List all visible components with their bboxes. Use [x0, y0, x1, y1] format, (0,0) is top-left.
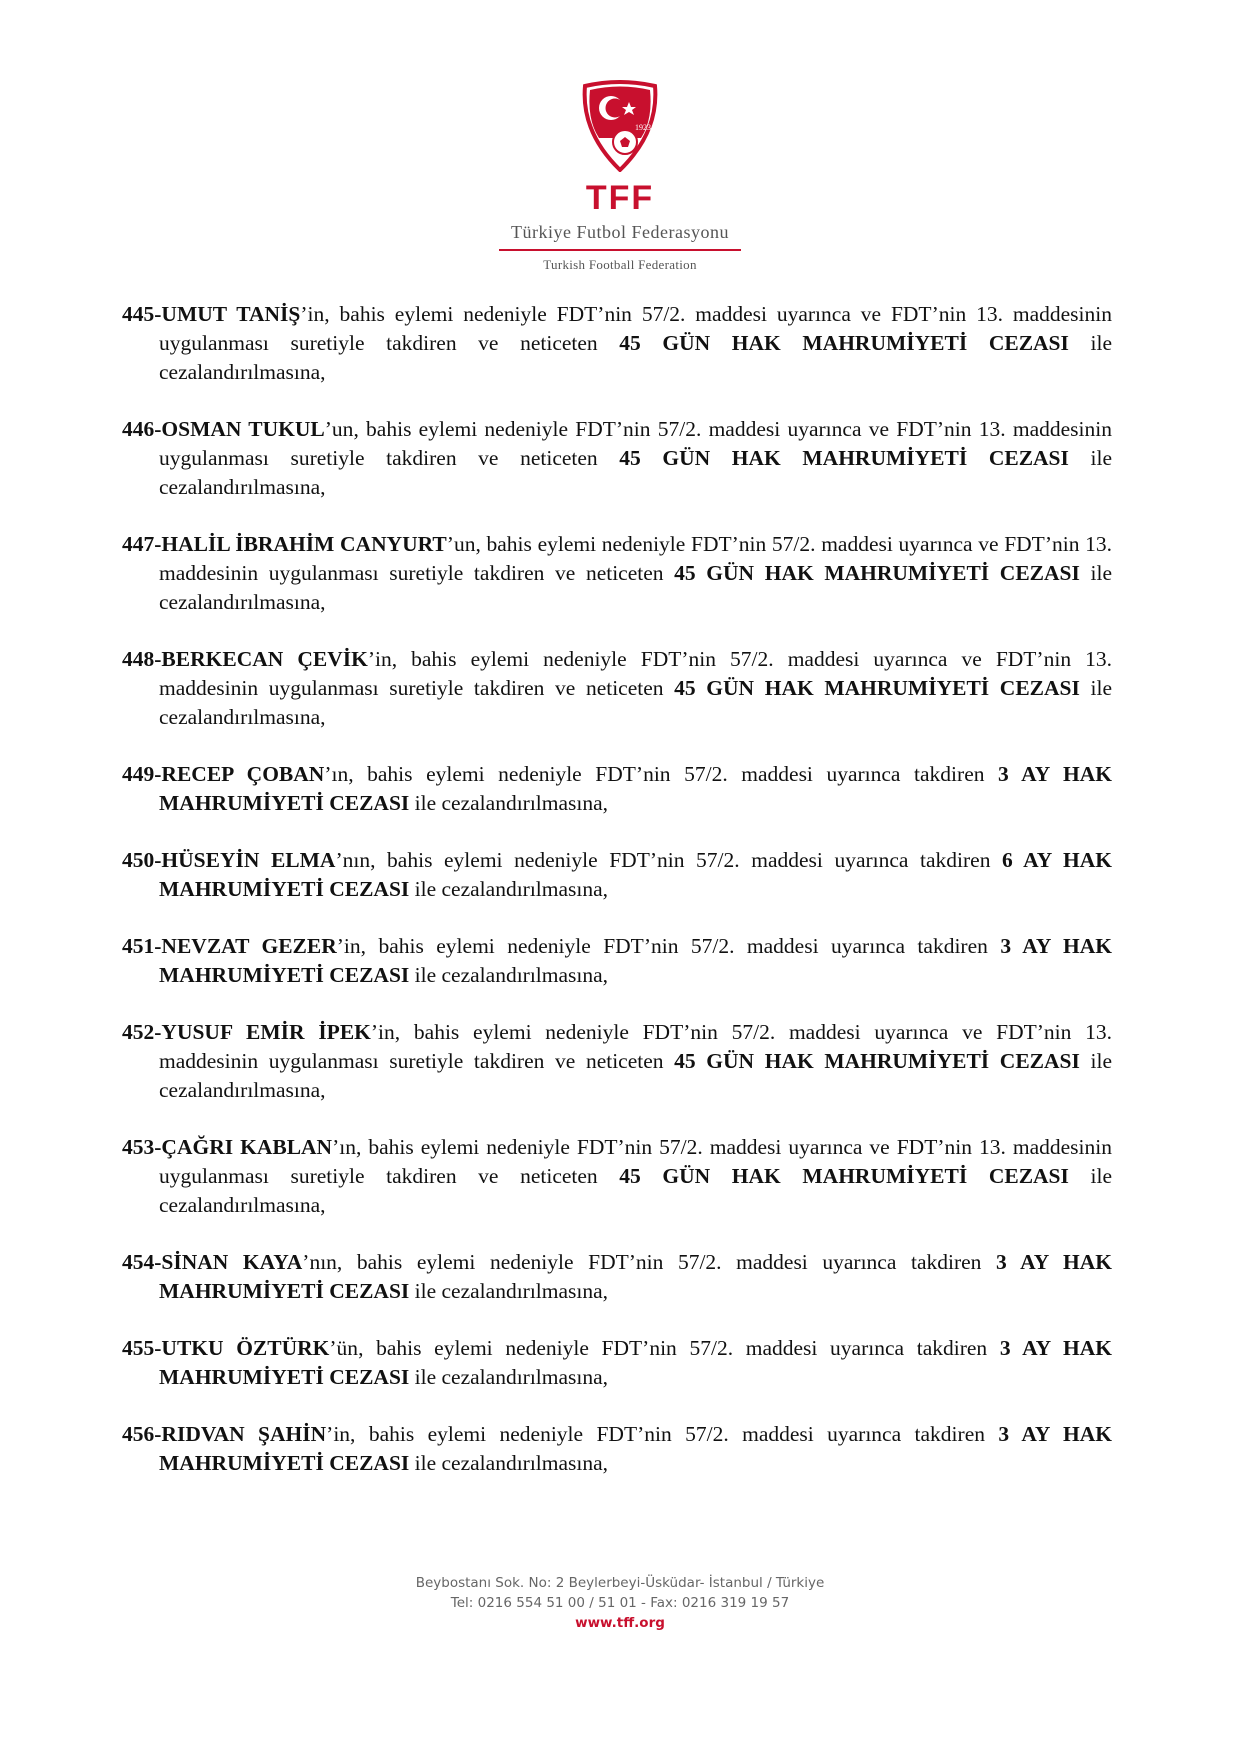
decision-entry — [122, 530, 1112, 617]
entry-number: 455- — [122, 1336, 162, 1360]
decision-text: , bahis eylemi nedeniyle FDT’nin 57/2. maddesi uyarınca takdiren — [358, 1336, 1000, 1360]
decision-entry — [122, 846, 1112, 904]
name-suffix: ’un — [446, 532, 476, 556]
penalty-text: 3 AY HAK MAHRUMİYETİ CEZASI — [159, 762, 1112, 815]
penalty-text: 45 GÜN HAK MAHRUMİYETİ CEZASI — [674, 1049, 1080, 1073]
person-name: NEVZAT GEZER — [161, 934, 337, 958]
decision-end: ile cezalandırılmasına, — [159, 561, 1112, 614]
person-name: RECEP ÇOBAN — [161, 762, 325, 786]
decision-entry — [122, 645, 1112, 732]
footer-address: Beybostanı Sok. No: 2 Beylerbeyi-Üsküdar- İstanbul / Türkiye — [415, 1575, 825, 1591]
decision-list — [122, 300, 1112, 1506]
footer — [0, 1573, 1240, 1633]
decision-text: , bahis eylemi nedeniyle FDT’nin 57/2. maddesi uyarınca takdiren — [348, 762, 999, 786]
name-suffix: ’nın — [302, 1250, 337, 1274]
decision-entry — [122, 300, 1112, 387]
decision-text: , bahis eylemi nedeniyle FDT’nin 57/2. maddesi uyarınca ve FDT’nin 13. maddesinin uygulanması suretiyle takdiren ve neticeten — [159, 302, 1112, 355]
decision-end: ile cezalandırılmasına, — [159, 446, 1112, 499]
brand-name: TFF — [585, 179, 655, 217]
decision-text: , bahis eylemi nedeniyle FDT’nin 57/2. maddesi uyarınca ve FDT’nin 13. maddesinin uygulanması suretiyle takdiren ve neticeten — [159, 1020, 1113, 1073]
name-suffix: ’un — [324, 417, 354, 441]
decision-text: , bahis eylemi nedeniyle FDT’nin 57/2. maddesi uyarınca takdiren — [350, 1422, 999, 1446]
decision-end: ile cezalandırılmasına, — [159, 1164, 1112, 1217]
header-divider — [499, 249, 741, 251]
penalty-text: 45 GÜN HAK MAHRUMİYETİ CEZASI — [619, 1164, 1069, 1188]
decision-entry — [122, 932, 1112, 990]
entry-number: 453- — [122, 1135, 162, 1159]
person-name: YUSUF EMİR İPEK — [161, 1020, 371, 1044]
decision-end: ile cezalandırılmasına, — [409, 877, 609, 901]
person-name: HALİL İBRAHİM CANYURT — [161, 532, 447, 556]
name-suffix: ’ın — [324, 762, 349, 786]
entry-number: 456- — [122, 1422, 162, 1446]
penalty-text: 45 GÜN HAK MAHRUMİYETİ CEZASI — [619, 331, 1069, 355]
decision-text: , bahis eylemi nedeniyle FDT’nin 57/2. maddesi uyarınca ve FDT’nin 13. maddesinin uygulanması suretiyle takdiren ve neticeten — [159, 417, 1112, 470]
decision-text: , bahis eylemi nedeniyle FDT’nin 57/2. maddesi uyarınca takdiren — [360, 934, 1001, 958]
decision-end: ile cezalandırılmasına, — [159, 331, 1112, 384]
penalty-text: 3 AY HAK MAHRUMİYETİ CEZASI — [159, 1250, 1112, 1303]
person-name: UTKU ÖZTÜRK — [161, 1336, 330, 1360]
entry-number: 451- — [122, 934, 162, 958]
entry-number: 450- — [122, 848, 162, 872]
name-suffix: ’in — [326, 1422, 351, 1446]
tff-crest-logo — [579, 80, 661, 172]
decision-text: , bahis eylemi nedeniyle FDT’nin 57/2. maddesi uyarınca takdiren — [336, 1250, 996, 1274]
letterhead — [0, 80, 1240, 273]
decision-entry — [122, 415, 1112, 502]
decision-text: , bahis eylemi nedeniyle FDT’nin 57/2. maddesi uyarınca takdiren — [370, 848, 1003, 872]
penalty-text: 6 AY HAK MAHRUMİYETİ CEZASI — [159, 848, 1113, 901]
person-name: UMUT TANİŞ — [161, 302, 301, 326]
decision-entry — [122, 1133, 1112, 1220]
entry-number: 447- — [122, 532, 162, 556]
decision-entry — [122, 1420, 1112, 1478]
name-suffix: ’in — [300, 302, 325, 326]
penalty-text: 3 AY HAK MAHRUMİYETİ CEZASI — [159, 1336, 1112, 1389]
person-name: BERKECAN ÇEVİK — [161, 647, 368, 671]
decision-entry — [122, 760, 1112, 818]
entry-number: 454- — [122, 1250, 162, 1274]
person-name: RIDVAN ŞAHİN — [161, 1422, 327, 1446]
federation-name-tr: Türkiye Futbol Federasyonu — [511, 222, 729, 242]
person-name: HÜSEYİN ELMA — [161, 848, 336, 872]
penalty-text: 45 GÜN HAK MAHRUMİYETİ CEZASI — [674, 561, 1080, 585]
decision-entry — [122, 1334, 1112, 1392]
name-suffix: ’in — [370, 1020, 395, 1044]
person-name: OSMAN TUKUL — [161, 417, 325, 441]
footer-website-link[interactable]: www.tff.org — [575, 1615, 665, 1631]
penalty-text: 45 GÜN HAK MAHRUMİYETİ CEZASI — [619, 446, 1069, 470]
entry-number: 452- — [122, 1020, 162, 1044]
person-name: ÇAĞRI KABLAN — [161, 1135, 333, 1159]
decision-end: ile cezalandırılmasına, — [409, 1365, 609, 1389]
penalty-text: 45 GÜN HAK MAHRUMİYETİ CEZASI — [674, 676, 1080, 700]
name-suffix: ’in — [367, 647, 392, 671]
decision-end: ile cezalandırılmasına, — [409, 791, 609, 815]
footer-phone: Tel: 0216 554 51 00 / 51 01 - Fax: 0216 319 19 57 — [450, 1595, 790, 1611]
entry-number: 448- — [122, 647, 162, 671]
federation-name-en: Turkish Football Federation — [543, 257, 697, 272]
decision-text: , bahis eylemi nedeniyle FDT’nin 57/2. maddesi uyarınca ve FDT’nin 13. maddesinin uygulanması suretiyle takdiren ve neticeten — [159, 532, 1113, 585]
decision-end: ile cezalandırılmasına, — [409, 1451, 609, 1475]
decision-end: ile cezalandırılmasına, — [159, 1049, 1112, 1102]
decision-end: ile cezalandırılmasına, — [159, 676, 1112, 729]
entry-number: 446- — [122, 417, 162, 441]
entry-number: 445- — [122, 302, 162, 326]
penalty-text: 3 AY HAK MAHRUMİYETİ CEZASI — [159, 1422, 1112, 1475]
name-suffix: ’in — [336, 934, 361, 958]
decision-text: , bahis eylemi nedeniyle FDT’nin 57/2. maddesi uyarınca ve FDT’nin 13. maddesinin uygulanması suretiyle takdiren ve neticeten — [159, 647, 1112, 700]
penalty-text: 3 AY HAK MAHRUMİYETİ CEZASI — [159, 934, 1112, 987]
svg-text:1923: 1923 — [635, 123, 651, 132]
entry-number: 449- — [122, 762, 162, 786]
name-suffix: ’ün — [329, 1336, 359, 1360]
decision-entry — [122, 1248, 1112, 1306]
decision-text: , bahis eylemi nedeniyle FDT’nin 57/2. maddesi uyarınca ve FDT’nin 13. maddesinin uygulanması suretiyle takdiren ve neticeten — [159, 1135, 1113, 1188]
decision-entry — [122, 1018, 1112, 1105]
name-suffix: ’ın — [332, 1135, 356, 1159]
person-name: SİNAN KAYA — [161, 1250, 303, 1274]
decision-end: ile cezalandırılmasına, — [409, 963, 609, 987]
name-suffix: ’nın — [335, 848, 371, 872]
decision-end: ile cezalandırılmasına, — [409, 1279, 609, 1303]
